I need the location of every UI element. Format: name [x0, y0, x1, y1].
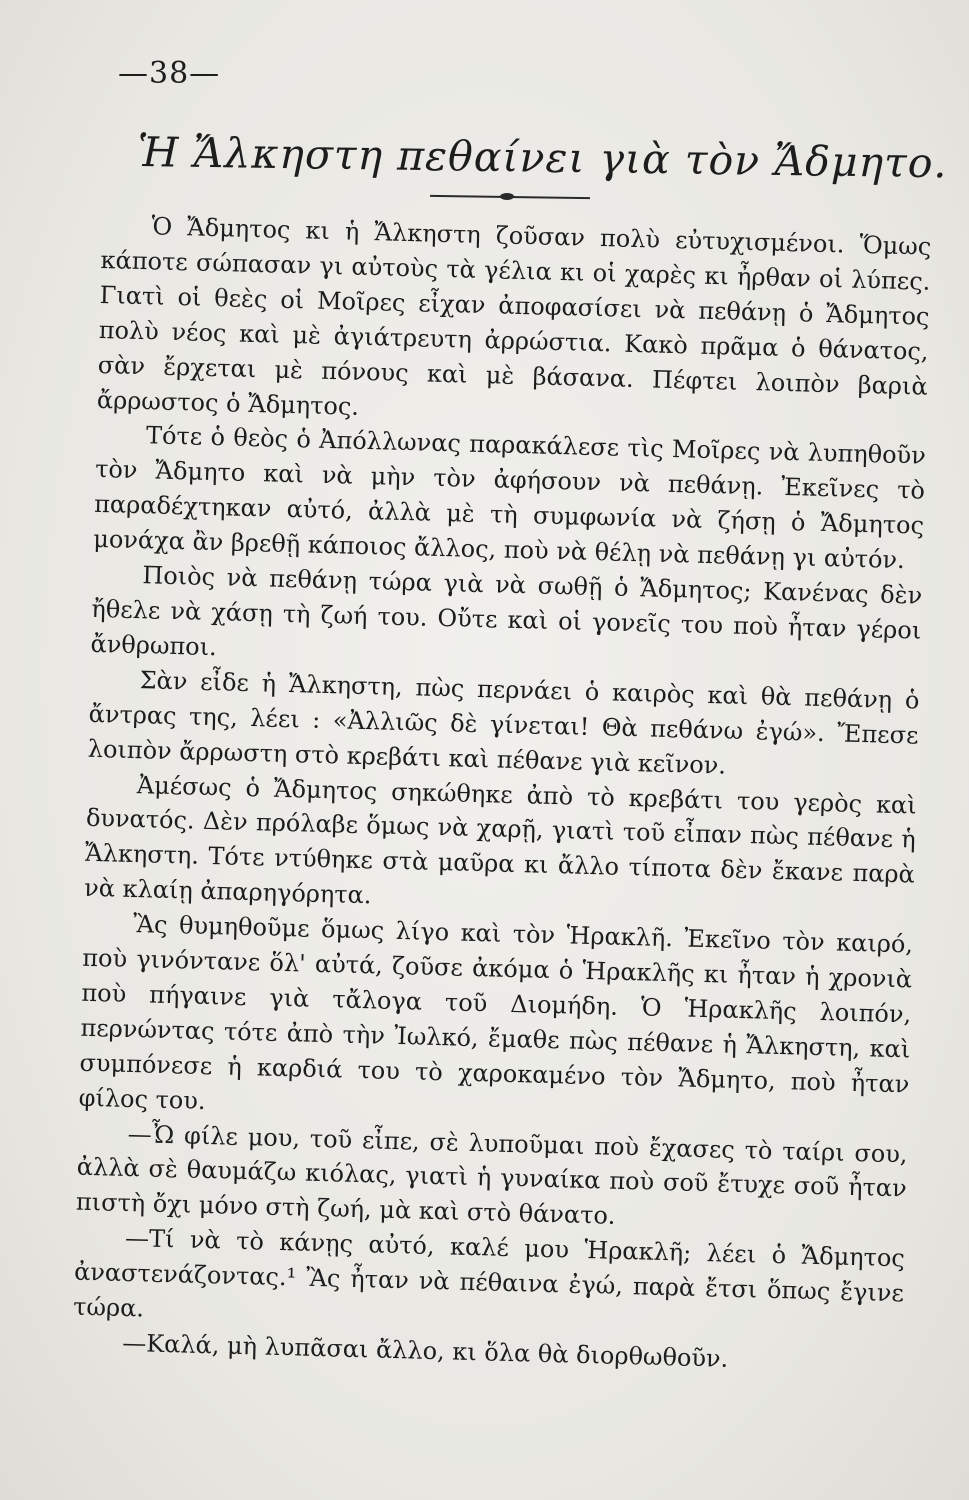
divider-ornament: [500, 193, 514, 200]
paragraph: Ἀμέσως ὁ Ἄδμητος σηκώθηκε ἀπὸ τὸ κρεβάτι του γερὸς καὶ δυνατός. Δὲν πρόλαβε ὅμως νὰ χαρῇ, γιατὶ τοῦ εἶπαν πὼς πέθανε ἡ Ἄλκηστη. Τότε ντύθηκε στὰ μαῦρα κι ἄλλο τίποτα δὲν ἔκανε παρὰ νὰ κλαίῃ ἀπαρηγόρητα.: [83, 770, 918, 910]
chapter-title: Ἡ Ἄλκηστη πεθαίνει γιὰ τὸν Ἄδμητο.: [137, 128, 948, 188]
paragraph: Σὰν εἶδε ἡ Ἄλκηστη, πὼς περνάει ὁ καιρὸς καὶ θὰ πεθάνῃ ὁ ἄντρας της, λέει : «Ἀλλιῶς δὲ γίνεται! Θὰ πεθάνω ἐγώ». Ἔπεσε λοιπὸν ἄρρωστη στὸ κρεβάτι καὶ πέθανε γιὰ κεῖνον.: [87, 665, 920, 780]
paragraph: Ποιὸς νὰ πεθάνῃ τώρα γιὰ νὰ σωθῇ ὁ Ἄδμητος; Κανένας δὲν ἤθελε νὰ χάσῃ τὴ ζωή του. Οὔτε καὶ οἱ γονεῖς του ποὺ ἦταν γέροι ἄνθρωποι.: [90, 561, 923, 662]
paragraph: Ὁ Ἄδμητος κι ἡ Ἄλκηστη ζοῦσαν πολὺ εὐτυχισμένοι. Ὅμως κάποτε σώπασαν γι αὐτοὺς τὰ γέλια κι οἱ χαρὲς κι ἦρθαν οἱ λύπες. Γιατὶ οἱ θεὲς οἱ Μοῖρες εἶχαν ἀποφασίσει νὰ πεθάνῃ ὁ Ἄδμητος πολὺ νέος καὶ μὲ ἀγιάτρευτη ἀρρώστια. Κακὸ πρᾶμα ὁ θάνατος, σὰν ἔρχεται μὲ πόνους καὶ μὲ βάσανα. Πέφτει λοιπὸν βαριὰ ἄρρωστος ὁ Ἄδμητος.: [96, 212, 932, 421]
dialogue-paragraph: —Ὦ φίλε μου, τοῦ εἶπε, σὲ λυποῦμαι ποὺ ἔχασες τὸ ταίρι σου, ἀλλὰ σὲ θαυμάζω κιόλας, γιατὶ ἡ γυναίκα ποὺ σοῦ ἔτυχε σοῦ ἦταν πιστὴ ὄχι μόνο στὴ ζωή, μὰ καὶ στὸ θάνατο.: [75, 1119, 908, 1231]
page-number: —38—: [118, 56, 221, 91]
paragraph: Ἂς θυμηθοῦμε ὅμως λίγο καὶ τὸν Ἡρακλῆ. Ἐκεῖνο τὸν καιρό, ποὺ γινόντανε ὅλ' αὐτά, ζοῦσε ἀκόμα ὁ Ἡρακλῆς κι ἦταν ἡ χρονιὰ ποὺ πήγαινε γιὰ τἄλογα τοῦ Διομήδη. Ὁ Ἡρακλῆς λοιπόν, περνώντας τότε ἀπὸ τὴν Ἰωλκό, ἔμαθε πὼς πέθανε ἡ Ἄλκηστη, καὶ συμπόνεσε ἡ καρδιά του τὸ χαροκαμένο τὸν Ἄδμητο, ποὺ ἦταν φίλος του.: [78, 910, 914, 1115]
dialogue-paragraph: —Καλά, μὴ λυπᾶσαι ἄλλο, κι ὅλα θὰ διορθωθοῦν.: [121, 1328, 729, 1373]
dialogue-paragraph: —Τί νὰ τὸ κάνῃς αὐτό, καλέ μου Ἡρακλῆ; λέει ὁ Ἄδμητος ἀναστενάζοντας.¹ Ἂς ἦταν νὰ πέθαινα ἐγώ, παρὰ ἔτσι ὅπως ἔγινε τώρα.: [72, 1224, 906, 1323]
paragraph: Τότε ὁ θεὸς ὁ Ἀπόλλωνας παρακάλεσε τὶς Μοῖρες νὰ λυπηθοῦν τὸν Ἄδμητο καὶ νὰ μὴν τὸν ἀφήσουν νὰ πεθάνῃ. Ἐκεῖνες τὸ παραδέχτηκαν αὐτό, ἀλλὰ μὲ τὴ συμφωνία νὰ ζήσῃ ὁ Ἄδμητος μονάχα ἂν βρεθῇ κάποιος ἄλλος, ποὺ νὰ θέλῃ νὰ πεθάνῃ γι αὐτόν.: [92, 421, 927, 575]
body-text: [72, 208, 932, 1381]
